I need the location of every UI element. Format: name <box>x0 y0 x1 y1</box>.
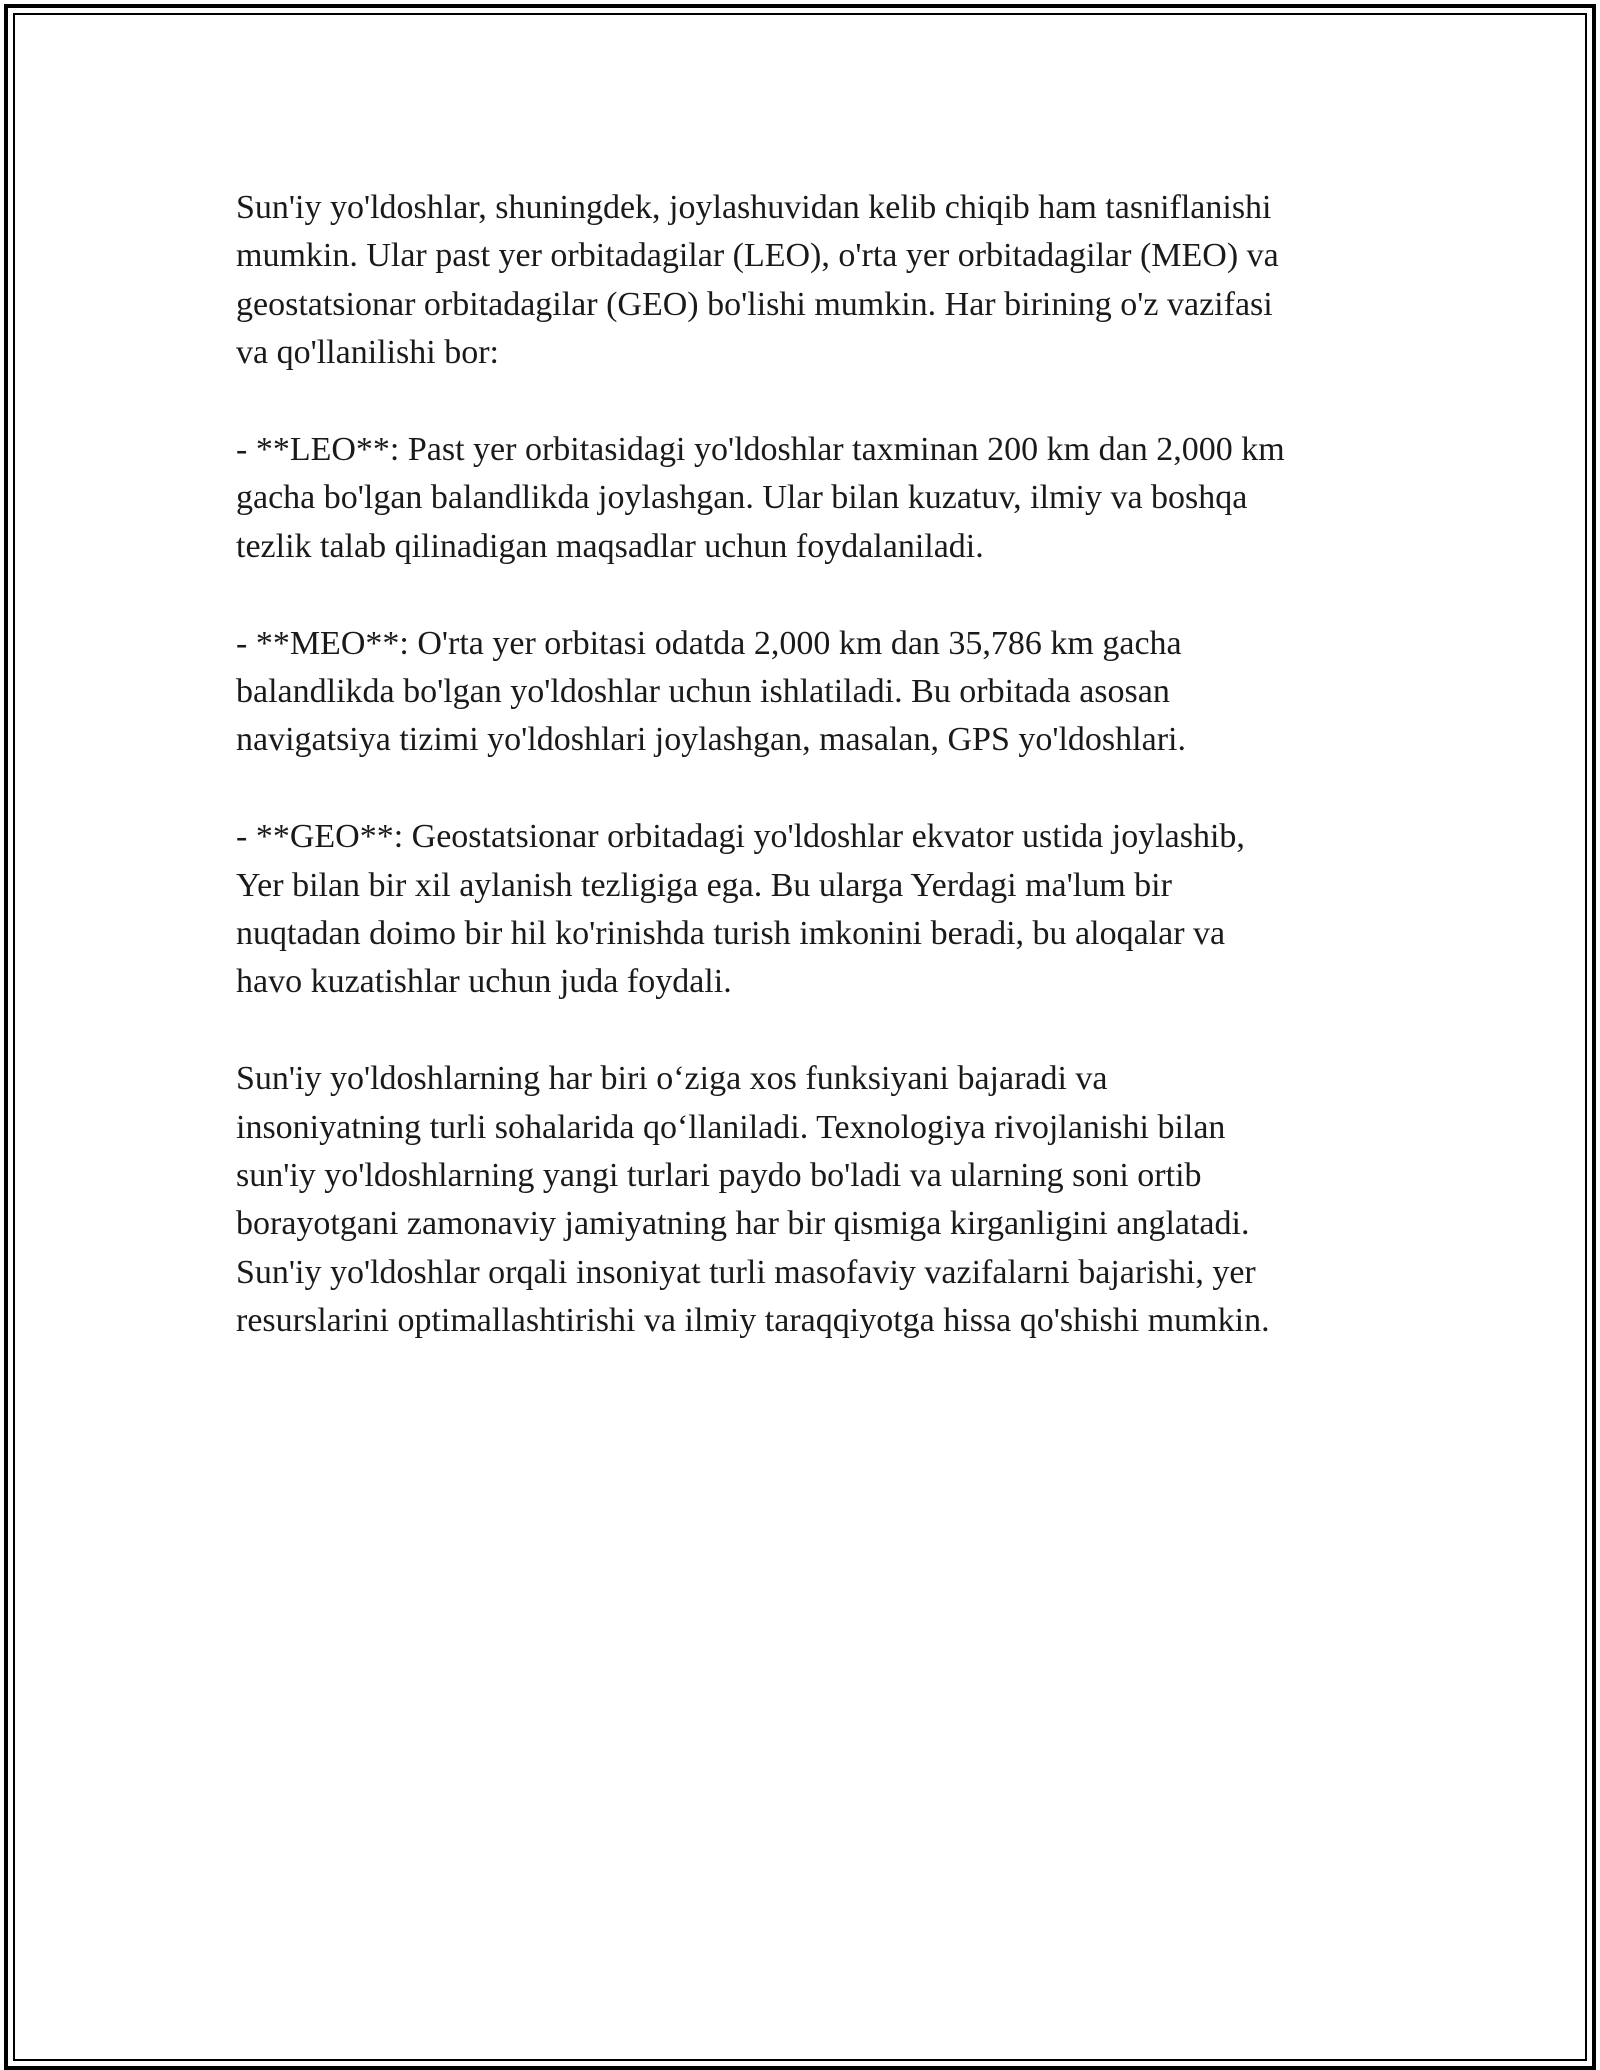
text-line: nuqtadan doimo bir hil ko'rinishda turish imkonini beradi, bu aloqalar va <box>236 915 1226 953</box>
text-line: havo kuzatishlar uchun juda foydali. <box>236 963 732 1001</box>
text-line: va qo'llanilishi bor: <box>236 334 499 372</box>
text-line: mumkin. Ular past yer orbitadagilar (LEO), o'rta yer orbitadagilar (MEO) va <box>236 237 1279 275</box>
text-line: sun'iy yo'ldoshlarning yangi turlari paydo bo'ladi va ularning soni ortib <box>236 1157 1202 1195</box>
text-line: gacha bo'lgan balandlikda joylashgan. Ular bilan kuzatuv, ilmiy va boshqa <box>236 479 1248 517</box>
paragraph-geo <box>236 813 1386 1007</box>
paragraph-conclusion <box>236 1055 1386 1345</box>
text-line: balandlikda bo'lgan yo'ldoshlar uchun ishlatiladi. Bu orbitada asosan <box>236 673 1170 711</box>
text-line: - **GEO**: Geostatsionar orbitadagi yo'ldoshlar ekvator ustida joylashib, <box>236 818 1245 856</box>
text-line: resurslarini optimallashtirishi va ilmiy taraqqiyotga hissa qo'shishi mumkin. <box>236 1302 1270 1340</box>
text-line: geostatsionar orbitadagilar (GEO) bo'lishi mumkin. Har birining o'z vazifasi <box>236 285 1273 323</box>
text-line: navigatsiya tizimi yo'ldoshlari joylashgan, masalan, GPS yo'ldoshlari. <box>236 721 1186 759</box>
text-line: tezlik talab qilinadigan maqsadlar uchun foydalaniladi. <box>236 527 984 565</box>
text-line: Sun'iy yo'ldoshlarning har biri o‘ziga xos funksiyani bajaradi va <box>236 1060 1108 1098</box>
paragraph-leo <box>236 426 1386 571</box>
text-line: - **LEO**: Past yer orbitasidagi yo'ldoshlar taxminan 200 km dan 2,000 km <box>236 431 1285 469</box>
text-line: insoniyatning turli sohalarida qo‘llaniladi. Texnologiya rivojlanishi bilan <box>236 1108 1226 1146</box>
text-line: - **MEO**: O'rta yer orbitasi odatda 2,000 km dan 35,786 km gacha <box>236 624 1182 662</box>
text-line: Sun'iy yo'ldoshlar, shuningdek, joylashuvidan kelib chiqib ham tasniflanishi <box>236 189 1272 226</box>
paragraph-meo <box>236 620 1386 765</box>
text-line: Sun'iy yo'ldoshlar orqali insoniyat turli masofaviy vazifalarni bajarishi, yer <box>236 1253 1256 1291</box>
text-line: Yer bilan bir xil aylanish tezligiga ega. Bu ularga Yerdagi ma'lum bir <box>236 866 1172 904</box>
text-line: borayotgani zamonaviy jamiyatning har bir qismiga kirganligini anglatadi. <box>236 1205 1250 1243</box>
document-body <box>236 184 1386 1394</box>
paragraph-intro <box>236 184 1386 378</box>
